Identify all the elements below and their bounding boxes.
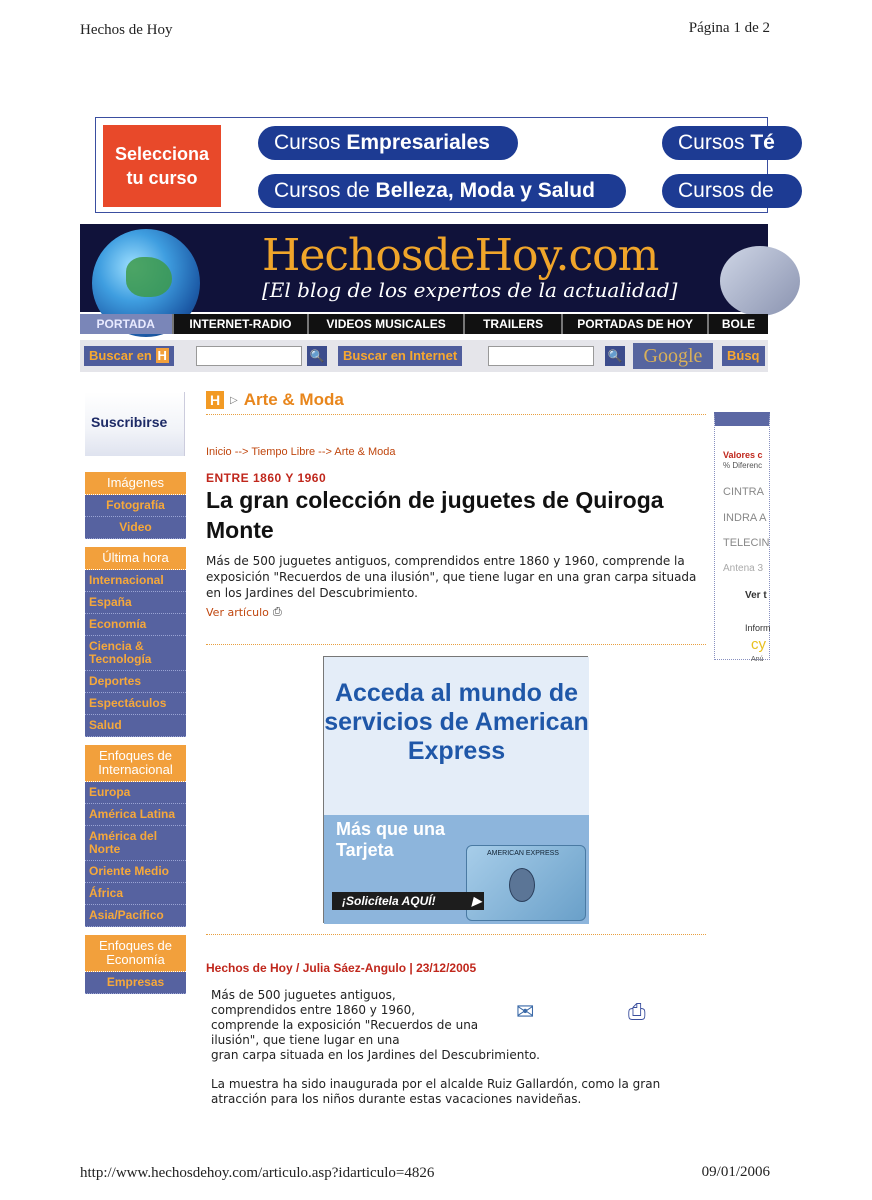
article-body-p2: La muestra ha sido inaugurada por el alcalde Ruiz Gallardón, como la gran atracción para los niños durante estas vacaciones navideñas. [211,1077,661,1106]
stock-row[interactable]: CINTRA [723,486,764,498]
subscribe-label: Suscribirse [91,414,168,430]
amex-ad-cta-button[interactable] [332,892,484,910]
amex-ad-subline: Más que una Tarjeta [336,819,446,860]
nav-portadas-de-hoy[interactable]: PORTADAS DE HOY [563,314,709,334]
amex-ad-banner[interactable] [323,656,588,923]
amex-ad-cta-label: ¡Solicítela AQUÍ! [342,894,436,908]
print-footer-url: http://www.hechosdehoy.com/articulo.asp?idarticulo=4826 [80,1165,435,1181]
sidebar-group-heading[interactable]: Enfoques de Internacional [85,745,186,782]
nav-videos-musicales[interactable]: VIDEOS MUSICALES [309,314,465,334]
nav-trailers[interactable]: TRAILERS [465,314,563,334]
course-pill-strong: Té [750,131,775,154]
stock-widget-title: Valores c [723,450,763,460]
stock-widget-subtitle: % Diferenc [723,461,763,470]
sidebar-item[interactable]: Empresas [85,972,186,994]
print-header-title: Hechos de Hoy [80,22,173,38]
site-search-label-text: Buscar en [89,348,152,363]
sidebar-group-heading[interactable]: Última hora [85,547,186,570]
site-search-label [84,346,174,366]
arrow-right-icon: ▷ [230,394,238,406]
main-nav [80,314,768,334]
print-footer-date: 09/01/2006 [701,1164,770,1180]
article-body-p1-end: gran carpa situada en los Jardines del Descubrimiento. [211,1048,540,1062]
internet-search-input[interactable] [488,346,594,366]
amex-ad-headline: Acceda al mundo de servicios de American Express [324,679,589,765]
amex-card-image [466,845,586,921]
course-pill-prefix: Cursos [678,131,751,154]
sidebar-item[interactable]: Espectáculos [85,693,186,715]
sidebar-item[interactable]: Asia/Pacífico [85,905,186,927]
heading-divider [206,414,706,415]
read-article-label: Ver artículo [206,605,269,619]
sidebar-group-heading[interactable]: Imágenes [85,472,186,495]
globe-land-shape [126,257,172,297]
amex-card-brand: AMERICAN EXPRESS [487,850,559,857]
dotted-divider [206,934,706,935]
centurion-icon [509,868,535,902]
article-byline: Hechos de Hoy / Julia Sáez-Angulo | 23/12/2005 [206,961,477,975]
sidebar-item[interactable]: Oriente Medio [85,861,186,883]
sidebar-group [85,547,186,737]
stock-widget-brand: cy [751,636,766,653]
course-banner-ad[interactable] [95,117,775,213]
sidebar-item[interactable]: América Latina [85,804,186,826]
stock-row[interactable]: INDRA A [723,512,767,524]
course-link-other[interactable] [662,174,802,208]
article-headline[interactable]: La gran colección de juguetes de Quiroga Monte [206,487,664,543]
course-cta-line2: tu curso [126,168,198,188]
h-logo-small-icon: H [157,348,167,363]
internet-search-go-icon[interactable]: 🔍 [605,346,625,366]
stock-row[interactable]: Antena 3 [723,563,764,574]
site-logo[interactable]: HechosdeHoy.com [262,230,659,281]
sidebar-item[interactable]: Europa [85,782,186,804]
site-search-go-icon[interactable]: 🔍 [307,346,327,366]
section-title: Arte & Moda [243,390,344,409]
course-link-belleza[interactable] [258,174,626,208]
printer-small-icon: ⎙ [272,605,282,618]
stock-row[interactable]: TELECIN [723,537,770,549]
satellite-icon [720,246,800,316]
stock-widget [714,412,771,663]
nav-internet-radio[interactable]: INTERNET-RADIO [174,314,310,334]
sidebar-item[interactable]: Video [85,517,186,539]
course-pill-strong: Belleza, Moda y Salud [375,179,595,202]
breadcrumb[interactable]: Inicio --> Tiempo Libre --> Arte & Moda [206,446,396,458]
sidebar-item[interactable]: Economía [85,614,186,636]
send-email-icon[interactable]: ✉ [516,1000,535,1025]
read-article-link[interactable] [206,605,282,619]
sidebar-group-heading[interactable]: Enfoques de Economía [85,935,186,972]
sidebar-item[interactable]: Ciencia & Tecnología [85,636,186,671]
sidebar-item[interactable]: América del Norte [85,826,186,861]
search-bar [80,340,768,372]
sidebar-item[interactable]: África [85,883,186,905]
right-search-label: Búsq [722,346,765,366]
nav-bole[interactable]: BOLE [721,317,756,331]
sidebar-item[interactable]: España [85,592,186,614]
course-pill-prefix: Cursos [274,131,347,154]
course-link-empresariales[interactable] [258,126,518,160]
sidebar-group [85,745,186,927]
h-logo-icon: H [206,391,224,409]
sidebar-group [85,935,186,994]
sidebar-item[interactable]: Fotografía [85,495,186,517]
sidebar-item[interactable]: Internacional [85,570,186,592]
course-pill-prefix: Cursos de [274,179,376,202]
sidebar-item[interactable]: Salud [85,715,186,737]
site-search-input[interactable] [196,346,302,366]
sidebar-item[interactable]: Deportes [85,671,186,693]
article-lead: Más de 500 juguetes antiguos, comprendidos entre 1860 y 1960, comprende la exposición "Recuerdos de una ilusión", que tiene lugar en una gran carpa situada en los Jardines del Descubrimiento. [206,554,697,600]
subscribe-box[interactable] [85,392,185,456]
course-pill-strong: Empresariales [346,131,490,154]
sidebar [85,472,186,1002]
article-kicker: ENTRE 1860 Y 1960 [206,471,327,485]
article-body-p1: Más de 500 juguetes antiguos, comprendidos entre 1860 y 1960, comprende la exposición "Recuerdos de una ilusión", que tiene lugar en una [211,988,479,1047]
stock-widget-link[interactable]: Ver t [745,590,767,601]
internet-search-label: Buscar en Internet [338,346,462,366]
dotted-divider [206,644,706,645]
stock-widget-info: Inform [745,623,771,633]
section-heading [206,390,344,410]
sidebar-group [85,472,186,539]
print-icon[interactable]: ⎙ [628,1000,646,1025]
course-cta-box[interactable] [103,125,221,207]
print-header-page: Página 1 de 2 [688,20,770,36]
google-logo[interactable]: Google [633,343,713,369]
nav-portada[interactable]: PORTADA [80,314,174,334]
course-pill-prefix: Cursos de [678,179,774,202]
play-arrow-icon: ▶ [472,894,482,908]
site-header [80,224,768,312]
stock-widget-brand-sub: Anú [751,656,764,663]
course-cta-line1: Selecciona [114,144,210,164]
site-tagline: [El blog de los expertos de la actualidad] [262,278,678,302]
course-link-tecnicos[interactable] [662,126,802,160]
